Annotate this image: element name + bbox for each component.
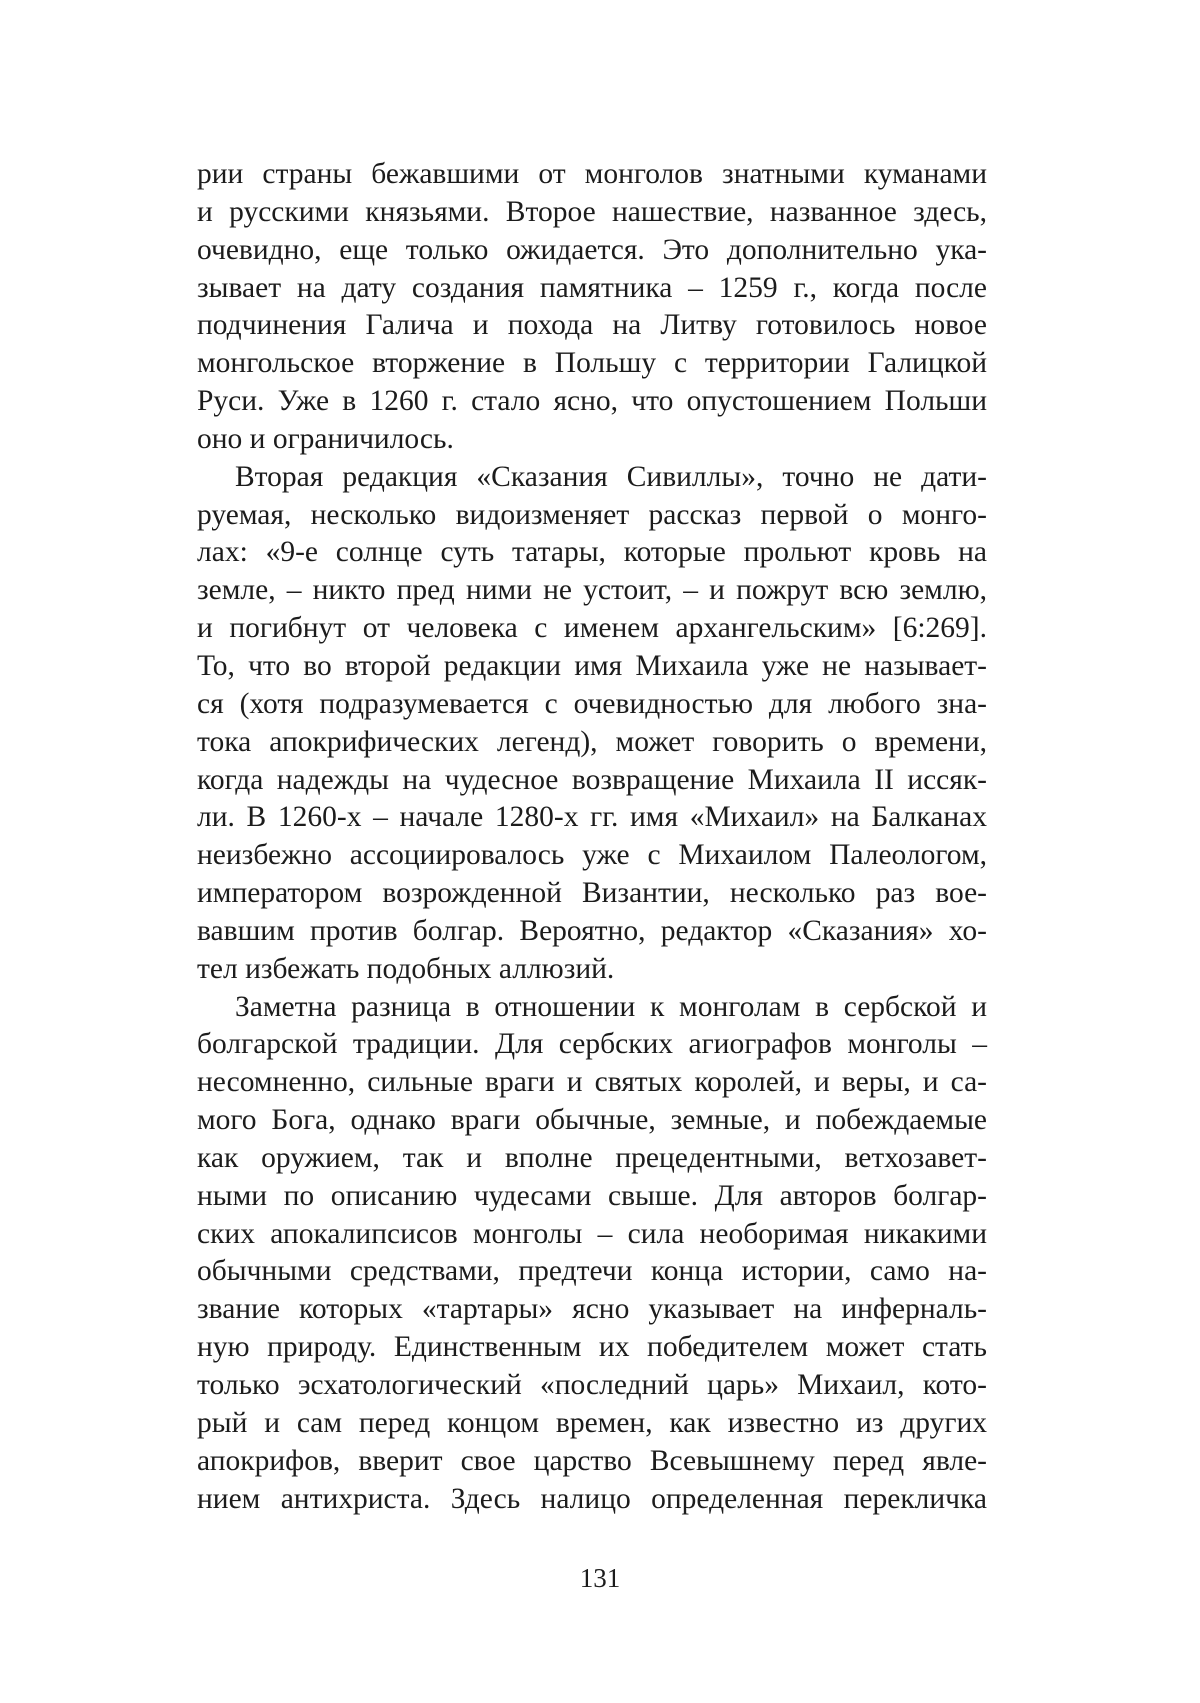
text-line: ся (хотя подразумевается с очевидностью для любого зна- [197, 687, 987, 720]
text-line: обычными средствами, предтечи конца истории, само на- [197, 1255, 987, 1288]
text-line: тока апокрифических легенд), может говорить о времени, [197, 725, 987, 758]
text-line: вавшим против болгар. Вероятно, редактор «Сказания» хо- [197, 914, 987, 947]
text-line: земле, – никто пред ними не устоит, – и пожрут всю землю, [197, 574, 987, 607]
text-line: Руси. Уже в 1260 г. стало ясно, что опустошением Польши [197, 385, 987, 418]
text-line: императором возрожденной Византии, несколько раз вое- [197, 877, 987, 910]
text-line: мого Бога, однако враги обычные, земные, и побеждаемые [197, 1104, 987, 1137]
body-text [197, 156, 987, 1518]
page-number: 131 [579, 1563, 621, 1593]
text-line: ными по описанию чудесами свыше. Для авторов болгар- [197, 1179, 987, 1212]
text-line: То, что во второй редакции имя Михаила уже не называет- [197, 649, 987, 682]
text-line: ли. В 1260-х – начале 1280-х гг. имя «Михаил» на Балканах [197, 801, 987, 834]
text-line: рый и сам перед концом времен, как известно из других [197, 1406, 987, 1439]
text-line: очевидно, еще только ожидается. Это дополнительно ука- [197, 233, 987, 266]
text-line: зывает на дату создания памятника – 1259 г., когда после [197, 271, 987, 304]
text-line: как оружием, так и вполне прецедентными, ветхозавет- [197, 1141, 987, 1174]
text-line: рии страны бежавшими от монголов знатными куманами [197, 158, 987, 190]
text-line: и погибнут от человека с именем архангельским» [6:269]. [197, 612, 987, 645]
text-line: когда надежды на чудесное возвращение Михаила II иссяк- [197, 763, 987, 796]
text-line: ную природу. Единственным их победителем может стать [197, 1331, 987, 1364]
text-line: нием антихриста. Здесь налицо определенная перекличка [197, 1482, 987, 1515]
text-line: оно и ограничилось. [197, 422, 454, 455]
text-line: руемая, несколько видоизменяет рассказ первой о монго- [197, 498, 987, 531]
text-line: лах: «9-е солнце суть татары, которые прольют кровь на [197, 536, 987, 569]
text-line: несомненно, сильные враги и святых королей, и веры, и са- [197, 1066, 987, 1099]
text-line: болгарской традиции. Для сербских агиографов монголы – [197, 1028, 987, 1061]
text-line: Вторая редакция «Сказания Сивиллы», точно не дати- [235, 460, 987, 493]
text-line: апокрифов, вверит свое царство Всевышнему перед явле- [197, 1444, 987, 1477]
text-line: только эсхатологический «последний царь» Михаил, кото- [197, 1369, 987, 1401]
text-line: Заметна разница в отношении к монголам в сербской и [235, 990, 987, 1023]
text-line: монгольское вторжение в Польшу с территории Галицкой [197, 347, 987, 380]
text-line: подчинения Галича и похода на Литву готовилось новое [197, 309, 987, 342]
text-line: и русскими князьями. Второе нашествие, названное здесь, [197, 195, 987, 228]
text-line: звание которых «тартары» ясно указывает на инферналь- [197, 1293, 987, 1326]
text-line: неизбежно ассоциировалось уже с Михаилом Палеологом, [197, 839, 987, 872]
text-line: ских апокалипсисов монголы – сила необоримая никакими [197, 1217, 987, 1250]
text-line: тел избежать подобных аллюзий. [197, 952, 615, 985]
